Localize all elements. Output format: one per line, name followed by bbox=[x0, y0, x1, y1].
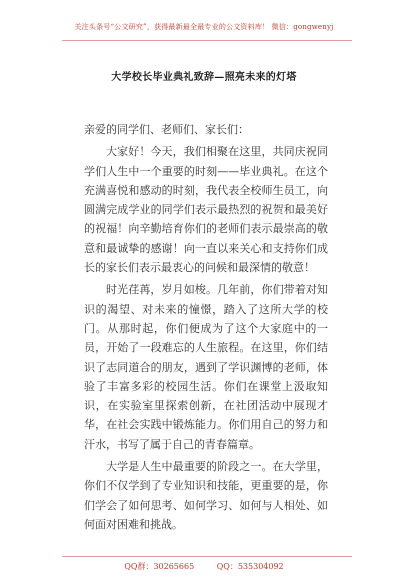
footer-divider bbox=[62, 556, 352, 557]
header-divider bbox=[62, 40, 352, 41]
footer-qq-group: QQ群：30265665 bbox=[124, 562, 195, 571]
document-body bbox=[84, 120, 328, 537]
footer bbox=[0, 561, 408, 572]
paragraph-1: 大家好！今天，我们相聚在这里，共同庆祝同学们人生中一个重要的时刻——毕业典礼。在这个充满喜悦和感动的时刻，我代表全校师生员工，向圆满完成学业的同学们表示最热烈的祝贺和最美好的祝福！向辛勤培育你们的老师们表示最崇高的敬意和最诚挚的感谢！向一直以来关心和支持你们成长的家长们表示最衷心的问候和最深情的敬意！ bbox=[84, 145, 328, 275]
footer-qq-number: QQ：535304092 bbox=[216, 562, 284, 571]
salutation: 亲爱的同学们、老师们、家长们： bbox=[84, 123, 249, 136]
document-title: 大学校长毕业典礼致辞—照亮未来的灯塔 bbox=[111, 72, 297, 83]
header-banner: 关注头条号“公文研究”，获得最新最全最专业的公文资料库！ 微信：gongwenyj bbox=[74, 23, 334, 31]
paragraph-2: 时光荏苒，岁月如梭。几年前，你们带着对知识的渴望、对未来的憧憬，踏入了这所大学的校门。从那时起，你们便成为了这个大家庭中的一员，开始了一段难忘的人生旅程。在这里，你们结识了志同道合的朋友，遇到了学识渊博的老师，体验了丰富多彩的校园生活。你们在课堂上汲取知识，在实验室里探索创新，在社团活动中展现才华，在社会实践中锻炼能力。你们用自己的努力和汗水，书写了属于自己的青春篇章。 bbox=[84, 283, 328, 451]
paragraph-3: 大学是人生中最重要的阶段之一。在大学里，你们不仅学到了专业知识和技能，更重要的是，你们学会了如何思考、如何学习、如何与人相处、如何面对困难和挑战。 bbox=[84, 460, 328, 531]
